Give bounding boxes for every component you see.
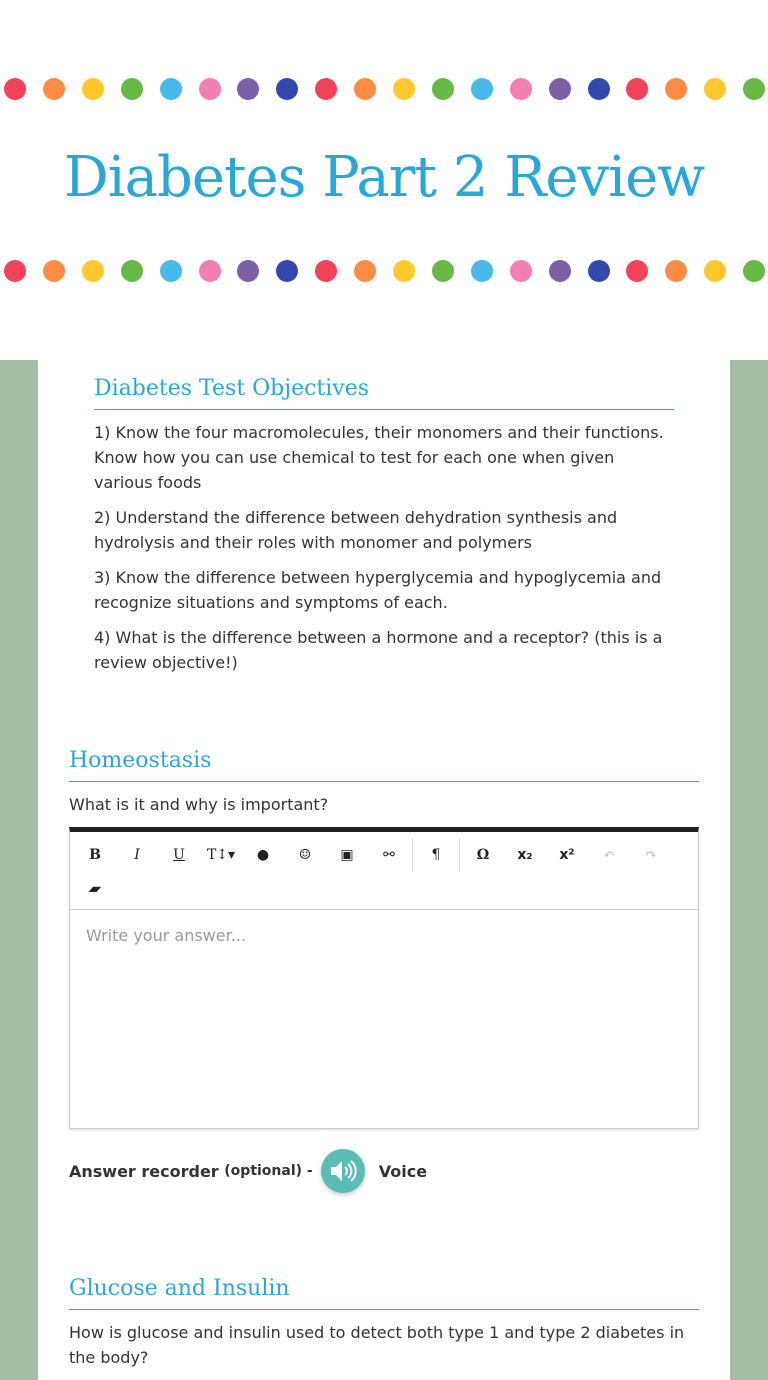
underline-button[interactable]: U (173, 847, 185, 863)
dot (393, 260, 415, 282)
homeostasis-section (69, 748, 699, 1193)
answer-textarea[interactable]: Write your answer... (86, 926, 246, 945)
dot (276, 78, 298, 100)
dot (432, 78, 454, 100)
dot (549, 260, 571, 282)
decorative-dots-top (0, 78, 768, 100)
dot (121, 78, 143, 100)
dot (665, 260, 687, 282)
dot (315, 260, 337, 282)
special-character-icon[interactable]: Ω (476, 847, 490, 863)
dot (315, 78, 337, 100)
objective-item: 1) Know the four macromolecules, their monomers and their functions. Know how you can use chemical to test for each one when given various foods (94, 423, 664, 492)
dot (626, 78, 648, 100)
glucose-heading: Glucose and Insulin (69, 1276, 699, 1310)
dot (199, 78, 221, 100)
dot (276, 260, 298, 282)
objective-item: 4) What is the difference between a hormone and a receptor? (this is a review objective!) (94, 628, 663, 672)
dot (588, 260, 610, 282)
dot (743, 78, 765, 100)
bold-button[interactable]: B (89, 847, 101, 863)
dot (354, 78, 376, 100)
dot (160, 260, 182, 282)
page-title: Diabetes Part 2 Review (63, 145, 705, 210)
homeostasis-question: What is it and why is important? (69, 795, 329, 814)
emoji-icon[interactable]: ☺ (298, 847, 312, 863)
editor-toolbar (70, 832, 698, 910)
dot (432, 260, 454, 282)
left-pattern-border (0, 360, 38, 1380)
worksheet-content (38, 360, 730, 1380)
dot (393, 78, 415, 100)
paragraph-direction-icon[interactable]: ¶ (431, 847, 441, 863)
dot (237, 78, 259, 100)
toolbar-divider (412, 838, 413, 872)
dot (160, 78, 182, 100)
superscript-button[interactable]: x² (559, 847, 575, 863)
toolbar-divider (459, 838, 460, 872)
redo-icon[interactable]: ↷ (645, 847, 657, 863)
dot (471, 260, 493, 282)
objectives-section (94, 376, 674, 675)
dot (354, 260, 376, 282)
objectives-heading: Diabetes Test Objectives (94, 376, 674, 410)
dot (743, 260, 765, 282)
glucose-section (69, 1276, 699, 1370)
link-icon[interactable]: ⚯ (383, 847, 395, 863)
dot (237, 260, 259, 282)
right-pattern-border (730, 360, 768, 1380)
subscript-button[interactable]: x₂ (517, 847, 533, 863)
decorative-dots-bottom (0, 260, 768, 282)
dot (82, 260, 104, 282)
dot (704, 78, 726, 100)
dot (510, 260, 532, 282)
dot (199, 260, 221, 282)
recorder-label: Answer recorder (69, 1161, 219, 1181)
dot (704, 260, 726, 282)
dot (665, 78, 687, 100)
rich-text-editor (69, 827, 699, 1129)
image-icon[interactable]: ▣ (340, 847, 354, 863)
glucose-question: How is glucose and insulin used to detect both type 1 and type 2 diabetes in the body? (69, 1323, 685, 1367)
dot (549, 78, 571, 100)
italic-button[interactable]: I (134, 847, 140, 863)
homeostasis-heading: Homeostasis (69, 748, 699, 782)
dot (121, 260, 143, 282)
objective-item: 2) Understand the difference between dehydration synthesis and hydrolysis and their roles with monomer and polymers (94, 508, 618, 552)
dot (626, 260, 648, 282)
text-size-dropdown[interactable]: T↕▾ (206, 847, 236, 863)
color-drop-icon[interactable]: ● (256, 847, 270, 863)
recorder-optional: (optional) - (224, 1163, 313, 1179)
dot (43, 78, 65, 100)
dot (4, 78, 26, 100)
dot (471, 78, 493, 100)
dot (82, 78, 104, 100)
eraser-icon[interactable]: ▰ (86, 881, 104, 897)
dot (510, 78, 532, 100)
dot (43, 260, 65, 282)
undo-icon[interactable]: ↶ (603, 847, 615, 863)
voice-label[interactable]: Voice (378, 1161, 428, 1181)
dot (4, 260, 26, 282)
answer-recorder (69, 1149, 699, 1193)
speaker-icon[interactable] (321, 1149, 365, 1193)
objective-item: 3) Know the difference between hyperglycemia and hypoglycemia and recognize situations and symptoms of each. (94, 568, 662, 612)
dot (588, 78, 610, 100)
